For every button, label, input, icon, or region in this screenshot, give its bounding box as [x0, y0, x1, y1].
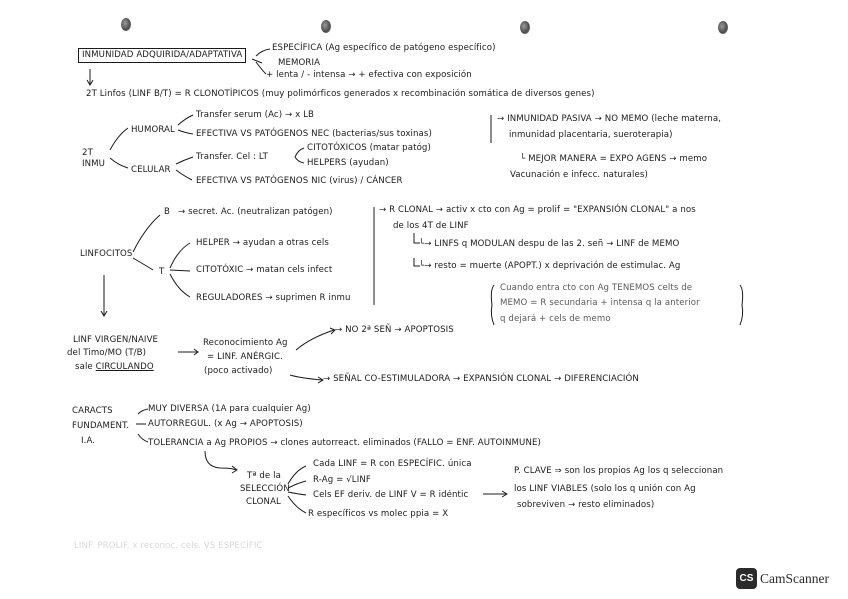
camscanner-watermark	[736, 568, 829, 589]
seleccion-label-2: SELECCIÓN	[240, 484, 290, 494]
page-title: INMUNIDAD ADQUIRIDA/ADAPTATIVA	[78, 48, 246, 63]
humoral-item-transfer: Transfer serum (Ac) → x LB	[196, 110, 315, 120]
virgen-label-1: LINF VIRGEN/NAIVE	[73, 335, 159, 345]
celular-label: CELULAR	[131, 165, 171, 175]
clave-line-1: P. CLAVE ⇒ son los propios Ag los q seleccionan	[514, 466, 724, 476]
caracts-label-3: I.A.	[81, 436, 96, 446]
bleed-through-text: LINF. PROLIF. x reconoc. cels. VS ESPECÍFIC	[74, 541, 263, 551]
title-prop-especifica: ESPECÍFICA (Ag específico de patógeno específico)	[272, 43, 496, 53]
pasiva-line-4: Vacunación e infecc. naturales)	[510, 170, 648, 180]
clonal-line-3: └→ LINFS q MODULAN despu de las 2. señ → LINF de MEMO	[419, 239, 680, 249]
caract-autorregul: AUTORREGUL. (x Ag → APOPTOSIS)	[148, 419, 303, 429]
linf-t-label: T	[159, 267, 165, 277]
recon-line-3: (poco activado)	[204, 366, 273, 376]
camscanner-text: CamScanner	[760, 570, 829, 586]
camscanner-logo-icon: CS	[736, 568, 757, 589]
seleccion-item-4: R específicos vs molec ppia = X	[308, 509, 449, 519]
pasiva-line-2: inmunidad placentaria, sueroterapia)	[509, 130, 673, 140]
pasiva-line-3: └ MEJOR MANERA = EXPO AGENS → memo	[520, 154, 708, 164]
celular-subitem-helpers: HELPERS (ayudan)	[307, 158, 389, 168]
seleccion-item-3: Cels EF deriv. de LINF V = R idéntic	[313, 490, 469, 500]
pasiva-line-1: → INMUNIDAD PASIVA → NO MEMO (leche materna,	[497, 114, 722, 124]
clonal-note-1: Cuando entra cto con Ag TENEMOS celts de	[500, 283, 693, 293]
linf-t-citotoxic: CITOTÓXIC → matan cels infect	[196, 265, 333, 275]
linf-b-label: B	[164, 207, 170, 217]
clonal-line-2: de los 4T de LINF	[393, 221, 469, 231]
title-prop-memoria: MEMORIA	[278, 58, 321, 68]
clave-line-2: los LINF VIABLES (solo los q unión con Ag	[514, 484, 696, 494]
humoral-label: HUMORAL	[131, 125, 175, 135]
celular-item-transfer: Transfer. Cel : LT	[196, 152, 268, 162]
caracts-label-2: FUNDAMENT.	[72, 421, 130, 431]
no-senal-apoptosis: → NO 2ª SEÑ → APOPTOSIS	[335, 325, 454, 335]
receptores-clonotipicos-line: 2T Linfos (LINF B/T) = R CLONOTÍPICOS (muy polimórficos generados x recombinación somática de diversos genes)	[86, 89, 595, 99]
seleccion-label-3: CLONAL	[246, 497, 281, 507]
caract-diversa: MUY DIVERSA (1A para cualquier Ag)	[148, 404, 311, 414]
caract-tolerancia: TOLERANCIA a Ag PROPIOS → clones autorreact. eliminados (FALLO = ENF. AUTOINMUNE)	[148, 438, 541, 448]
celular-item-efectiva: EFECTIVA VS PATÓGENOS NIC (virus) / CÁNCER	[196, 176, 403, 186]
clonal-line-4: └→ resto = muerte (APOPT.) x deprivación de estimulac. Ag	[419, 261, 681, 271]
clonal-note-3: q dejará + cels de memo	[500, 314, 611, 324]
virgen-label-2: del Timo/MO (T/B)	[67, 348, 147, 358]
recon-line-1: Reconocimiento Ag	[203, 338, 288, 348]
seleccion-label-1: Tª de la	[247, 471, 281, 481]
virgen-label-3: sale CIRCULANDO	[75, 362, 154, 372]
linf-b-item: → secret. Ac. (neutralizan patógen)	[178, 207, 333, 217]
caracts-label-1: CARACTS	[72, 406, 113, 416]
recon-line-2: = LINF. ANÉRGIC.	[207, 352, 283, 362]
seleccion-item-1: Cada LINF = R con ESPECÍFIC. única	[313, 459, 472, 469]
senal-coestimuladora: → SEÑAL CO-ESTIMULADORA → EXPANSIÓN CLONAL → DIFERENCIACIÓN	[323, 374, 639, 384]
humoral-item-efectiva: EFECTIVA VS PATÓGENOS NEC (bacterias/sus toxinas)	[196, 129, 432, 139]
linf-t-helper: HELPER → ayudan a otras cels	[196, 238, 329, 248]
clave-line-3: sobreviven → resto eliminados)	[517, 500, 655, 510]
linfocitos-label: LINFOCITOS	[80, 249, 133, 259]
title-prop-lenta: + lenta / - intensa → + efectiva con exposición	[266, 70, 472, 80]
celular-subitem-citotoxicos: CITOTÓXICOS (matar patóg)	[307, 143, 431, 153]
inmu-types-label: 2T INMU	[82, 148, 106, 169]
clonal-note-2: MEMO = R secundaria + intensa q la anterior	[500, 298, 700, 308]
clonal-line-1: → R CLONAL → activ x cto con Ag = prolif = "EXPANSIÓN CLONAL" a nos	[379, 205, 696, 215]
linf-t-reguladores: REGULADORES → suprimen R inmu	[196, 293, 351, 303]
seleccion-item-2: R-Ag = √LINF	[313, 475, 371, 485]
